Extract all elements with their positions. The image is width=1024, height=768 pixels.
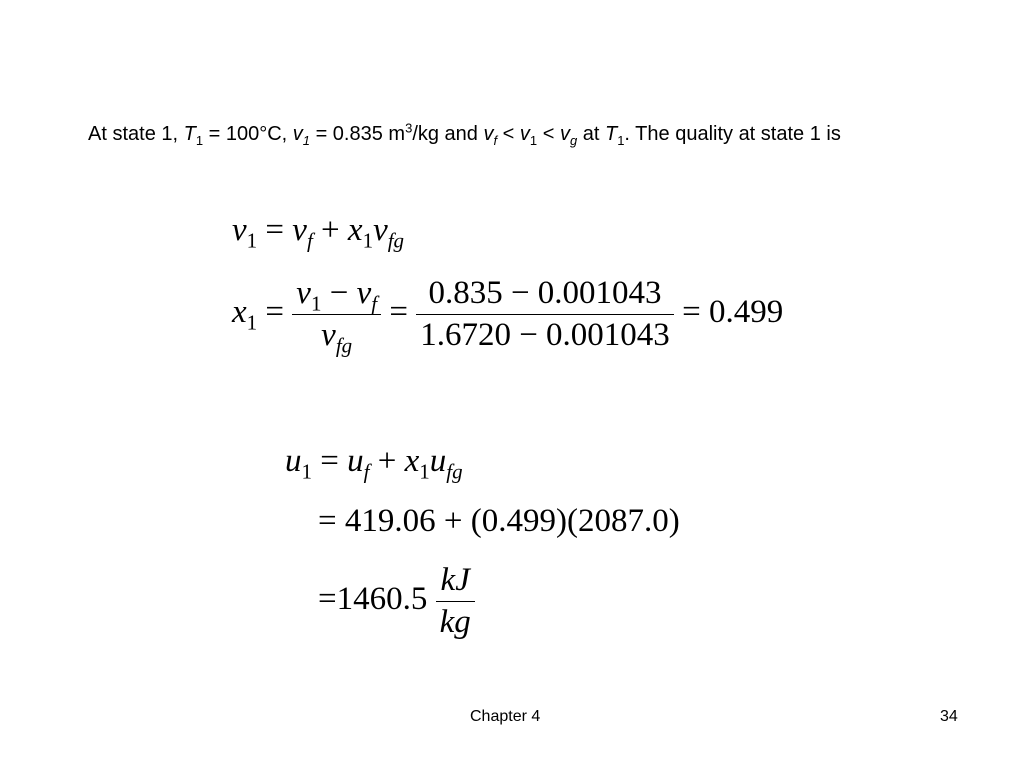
equation-substitution: = 419.06 + (0.499)(2087.0) <box>318 503 680 539</box>
equation-result <box>318 562 475 641</box>
symbol-T: T <box>604 123 618 145</box>
less-than: < <box>497 123 520 145</box>
equation-specific-volume: $v_1 = v_f + x_1v_{fg}$ <box>232 212 405 253</box>
subscript: g <box>569 133 578 148</box>
subscript: f <box>493 133 498 148</box>
symbol-v: v <box>519 123 530 145</box>
symbol-T: T <box>183 123 196 145</box>
subscript: 1 <box>617 133 625 148</box>
intro-part: At state 1, <box>88 123 184 145</box>
equation-internal-energy: $u_1 = u_f + x_1u_{fg}$ <box>285 443 463 484</box>
subscript: 1 <box>302 133 311 148</box>
subscript: 1 <box>529 133 538 148</box>
symbol-v: v <box>483 123 494 145</box>
footer-chapter: Chapter 4 <box>470 708 541 725</box>
less-than: < <box>537 123 560 145</box>
subscript: 1 <box>195 133 204 148</box>
unit-fraction: $\frac{kJ}{kg}$ <box>436 562 475 641</box>
superscript: 3 <box>405 120 413 136</box>
intro-part: at <box>577 123 605 145</box>
fraction-symbolic: $\frac{v_1 - v_f}{v_{fg}}$ <box>292 275 381 354</box>
equation-quality: $x_1$ = $\frac{v_1 - v_f}{v_{fg}}$ = $\frac{0.835 - 0.001043}{1.6720 - 0.001043}$ = 0.499 <box>232 275 784 358</box>
internal-energy-result: =1460.5 <box>318 581 436 618</box>
intro-part: = 100°C, <box>203 123 293 145</box>
intro-part: = 0.835 m <box>310 123 406 145</box>
fraction-numeric: $\frac{0.835 - 0.001043}{1.6720 - 0.001043}$ <box>416 275 674 354</box>
intro-part: /kg and <box>412 123 484 145</box>
symbol-v: v <box>292 123 303 145</box>
page-number: 34 <box>940 708 958 725</box>
symbol-v: v <box>559 123 570 145</box>
intro-text <box>88 119 948 149</box>
intro-part: . The quality at state 1 is <box>624 123 841 145</box>
quality-result: 0.499 <box>708 294 784 331</box>
